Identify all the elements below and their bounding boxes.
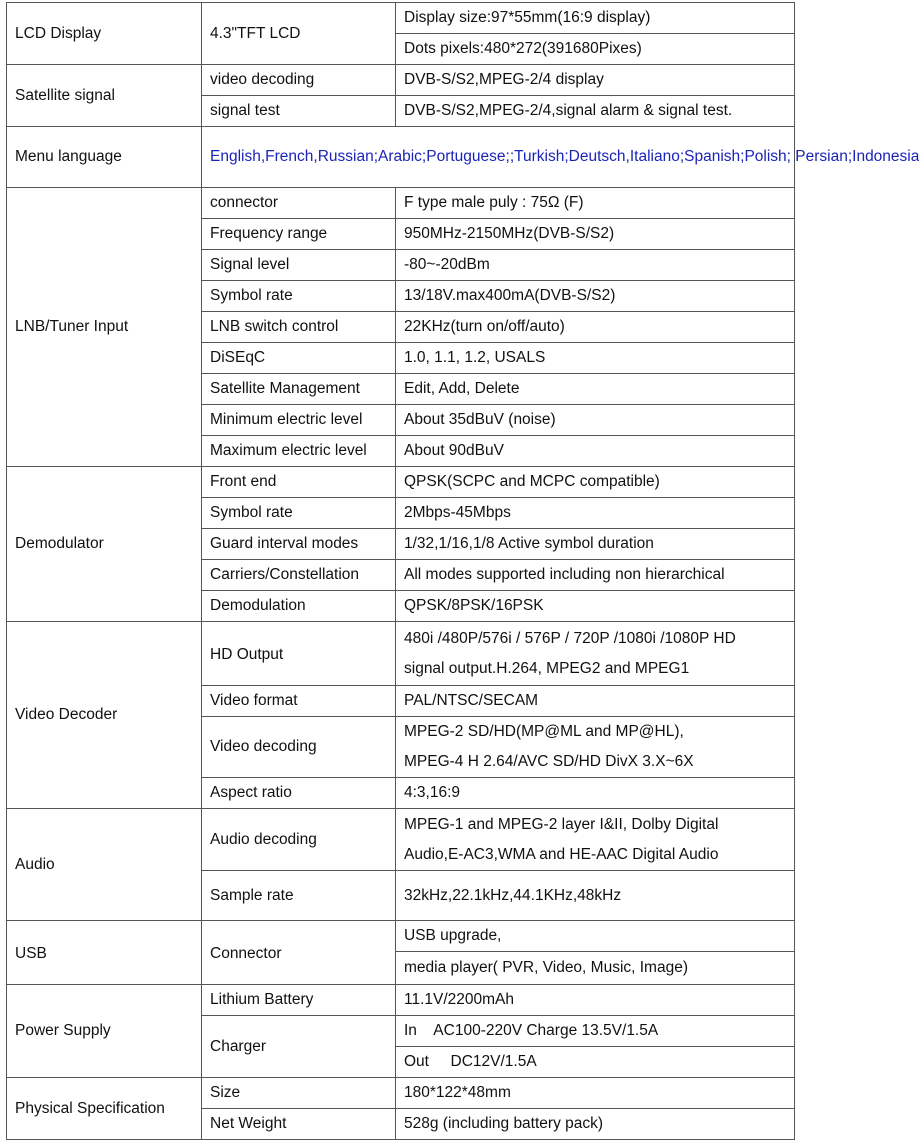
audio-sample-label: Sample rate	[202, 871, 396, 921]
video-category: Video Decoder	[7, 622, 202, 809]
menu-languages: English,French,Russian;Arabic;Portuguese;;Turkish;Deutsch,Italiano;Spanish;Polish; Persian;Indonesia	[202, 127, 795, 188]
demod-value: QPSK(SCPC and MCPC compatible)	[396, 467, 795, 498]
lnb-label: Satellite Management	[202, 374, 396, 405]
lcd-size: Display size:97*55mm(16:9 display)	[396, 3, 795, 34]
usb-category: USB	[7, 921, 202, 985]
audio-decoding-value	[396, 809, 795, 871]
demod-label: Demodulation	[202, 591, 396, 622]
satellite-test-label: signal test	[202, 96, 396, 127]
lnb-label: connector	[202, 188, 396, 219]
spec-table	[6, 2, 919, 1140]
power-battery-label: Lithium Battery	[202, 985, 396, 1016]
video-decoding-value	[396, 717, 795, 778]
usb-label: Connector	[202, 921, 396, 985]
satellite-test-value: DVB-S/S2,MPEG-2/4,signal alarm & signal test.	[396, 96, 795, 127]
lnb-label: Frequency range	[202, 219, 396, 250]
video-aspect-value: 4:3,16:9	[396, 778, 795, 809]
power-charger-out: Out DC12V/1.5A	[396, 1047, 795, 1078]
lnb-value: 1.0, 1.1, 1.2, USALS	[396, 343, 795, 374]
lcd-category: LCD Display	[7, 3, 202, 65]
video-hd-value	[396, 622, 795, 686]
video-hd-line2: signal output.H.264, MPEG2 and MPEG1	[404, 659, 690, 677]
lnb-value: About 90dBuV	[396, 436, 795, 467]
lcd-type: 4.3"TFT LCD	[202, 3, 396, 65]
lnb-label: Minimum electric level	[202, 405, 396, 436]
lnb-value: F type male puly : 75Ω (F)	[396, 188, 795, 219]
lnb-label: Signal level	[202, 250, 396, 281]
usb-line1: USB upgrade,	[396, 921, 795, 952]
demod-value: All modes supported including non hierarchical	[396, 560, 795, 591]
video-hd-label: HD Output	[202, 622, 396, 686]
demod-value: 1/32,1/16,1/8 Active symbol duration	[396, 529, 795, 560]
usb-line2: media player( PVR, Video, Music, Image)	[396, 952, 795, 985]
lnb-label: DiSEqC	[202, 343, 396, 374]
demod-label: Front end	[202, 467, 396, 498]
demod-label: Carriers/Constellation	[202, 560, 396, 591]
lnb-category: LNB/Tuner Input	[7, 188, 202, 467]
lnb-label: LNB switch control	[202, 312, 396, 343]
video-decoding-line2: MPEG-4 H 2.64/AVC SD/HD DivX 3.X~6X	[404, 753, 694, 770]
audio-sample-value: 32kHz,22.1kHz,44.1KHz,48kHz	[396, 871, 795, 921]
demod-category: Demodulator	[7, 467, 202, 622]
video-format-label: Video format	[202, 686, 396, 717]
lnb-value: About 35dBuV (noise)	[396, 405, 795, 436]
lnb-label: Maximum electric level	[202, 436, 396, 467]
video-decoding-label: Video decoding	[202, 717, 396, 778]
lnb-value: 13/18V.max400mA(DVB-S/S2)	[396, 281, 795, 312]
satellite-video-value: DVB-S/S2,MPEG-2/4 display	[396, 65, 795, 96]
lnb-value: 22KHz(turn on/off/auto)	[396, 312, 795, 343]
audio-category: Audio	[7, 809, 202, 921]
physical-weight-label: Net Weight	[202, 1109, 396, 1140]
demod-value: 2Mbps-45Mbps	[396, 498, 795, 529]
lcd-pixels: Dots pixels:480*272(391680Pixes)	[396, 34, 795, 65]
power-charger-label: Charger	[202, 1016, 396, 1078]
lnb-label: Symbol rate	[202, 281, 396, 312]
power-category: Power Supply	[7, 985, 202, 1078]
physical-size-label: Size	[202, 1078, 396, 1109]
demod-label: Guard interval modes	[202, 529, 396, 560]
audio-decoding-label: Audio decoding	[202, 809, 396, 871]
video-hd-line1: 480i /480P/576i / 576P / 720P /1080i /1080P HD	[404, 629, 736, 647]
satellite-category: Satellite signal	[7, 65, 202, 127]
physical-category: Physical Specification	[7, 1078, 202, 1140]
video-aspect-label: Aspect ratio	[202, 778, 396, 809]
physical-weight-value: 528g (including battery pack)	[396, 1109, 795, 1140]
satellite-video-label: video decoding	[202, 65, 396, 96]
video-decoding-line1: MPEG-2 SD/HD(MP@ML and MP@HL),	[404, 723, 684, 740]
audio-decoding-line2: Audio,E-AC3,WMA and HE-AAC Digital Audio	[404, 845, 719, 863]
physical-size-value: 180*122*48mm	[396, 1078, 795, 1109]
video-format-value: PAL/NTSC/SECAM	[396, 686, 795, 717]
lnb-value: Edit, Add, Delete	[396, 374, 795, 405]
power-battery-value: 11.1V/2200mAh	[396, 985, 795, 1016]
demod-value: QPSK/8PSK/16PSK	[396, 591, 795, 622]
lnb-value: 950MHz-2150MHz(DVB-S/S2)	[396, 219, 795, 250]
demod-label: Symbol rate	[202, 498, 396, 529]
menu-category: Menu language	[7, 127, 202, 188]
power-charger-in: In AC100-220V Charge 13.5V/1.5A	[396, 1016, 795, 1047]
lnb-value: -80~-20dBm	[396, 250, 795, 281]
audio-decoding-line1: MPEG-1 and MPEG-2 layer I&II, Dolby Digital	[404, 815, 719, 833]
